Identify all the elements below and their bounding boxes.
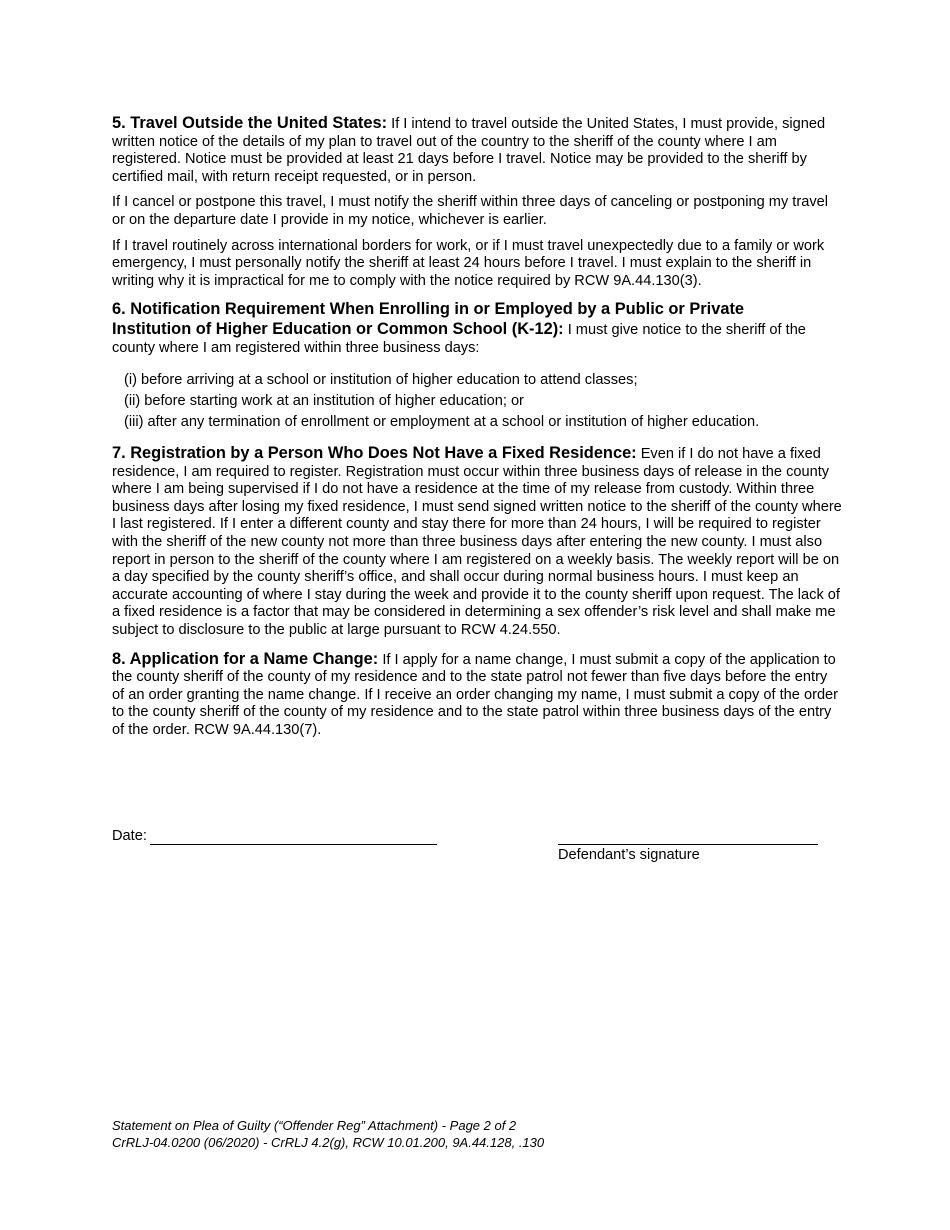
page-footer (112, 1118, 544, 1151)
list-item: (iii) after any termination of enrollment or employment at a school or institution of higher education. (124, 413, 760, 430)
section-5-cancel-paragraph: If I cancel or postpone this travel, I must notify the sheriff within three days of canceling or postponing my travel or on the departure date I provide in my notice, whichever is earlier. (112, 194, 828, 228)
signature-block (112, 828, 842, 868)
section-6-list (124, 372, 842, 432)
section-8-heading: 8. Application for a Name Change: (112, 649, 379, 668)
section-5-travel (112, 113, 842, 186)
section-7-heading: 7. Registration by a Person Who Does Not Have a Fixed Residence: (112, 444, 637, 463)
date-label: Date: (112, 828, 147, 844)
section-6-body: I must give notice to the sheriff of the county where I am registered within three business days: (112, 322, 806, 356)
date-line (150, 844, 437, 845)
signature-line (558, 844, 818, 845)
footer-line2: CrRLJ-04.0200 (06/2020) - CrRLJ 4.2(g), RCW 10.01.200, 9A.44.128, .130 (112, 1134, 545, 1150)
document-body (112, 113, 842, 740)
section-8-name-change (112, 649, 842, 740)
signature-label: Defendant’s signature (558, 847, 700, 863)
list-item: (i) before arriving at a school or institution of higher education to attend classes; (124, 371, 638, 388)
section-6-heading-line2: Institution of Higher Education or Common School (K-12): (112, 320, 564, 339)
footer-line1: Statement on Plea of Guilty (“Offender Reg” Attachment) - Page 2 of 2 (112, 1118, 517, 1133)
list-item: (ii) before starting work at an institution of higher education; or (124, 392, 524, 409)
section-5-routine-paragraph: If I travel routinely across international borders for work, or if I must travel unexpectedly due to a family or work emergency, I must personally notify the sheriff at least 24 hours before I travel. I must explain to the sheriff in writing why it is impractical for me to comply with the notice required by RCW 9A.44.130(3). (112, 237, 825, 289)
section-7-body: Even if I do not have a fixed residence, I am required to register. Registration must occur within three business days of release in the county where I am being supervised if I do not have a residence at the time of my release from custody. Within three business days after losing my fixed residence, I must send signed written notice to the sheriff of the county where I last registered. If I enter a different county and stay there for more than 24 hours, I will be required to register with the sheriff of the new county not more than three business days after entering the new county. I must also report in person to the sheriff of the county where I am registered on a weekly basis. The weekly report will be on a day specified by the county sheriff’s office, and shall occur during normal business hours. I must keep an accurate accounting of where I stay during the week and provide it to the county sheriff upon request. The lack of a fixed residence is a factor that may be considered in determining a sex offender’s risk level and shall make me subject to disclosure to the public at large pursuant to RCW 4.24.550. (112, 446, 842, 639)
section-5-body: If I intend to travel outside the United States, I must provide, signed written notice of the details of my plan to travel out of the country to the sheriff of the county where I am registered. Notice must be provided at least 21 days before I travel. Notice may be provided to the sheriff by certified mail, with return receipt requested, or in person. (112, 116, 826, 185)
section-6-notification (112, 299, 842, 357)
section-5-heading: 5. Travel Outside the United States: (112, 114, 388, 132)
section-8-body: If I apply for a name change, I must submit a copy of the application to the county sheriff of the county of my residence and to the state patrol not fewer than five days before the entry of an order granting the name change. If I receive an order changing my name, I must submit a copy of the order to the county sheriff of the county of my residence and to the state patrol within three business days of the entry of the order. RCW 9A.44.130(7). (112, 651, 839, 738)
section-6-heading-line1: 6. Notification Requirement When Enrolling in or Employed by a Public or Private (112, 300, 745, 319)
section-7-residence (112, 443, 842, 640)
